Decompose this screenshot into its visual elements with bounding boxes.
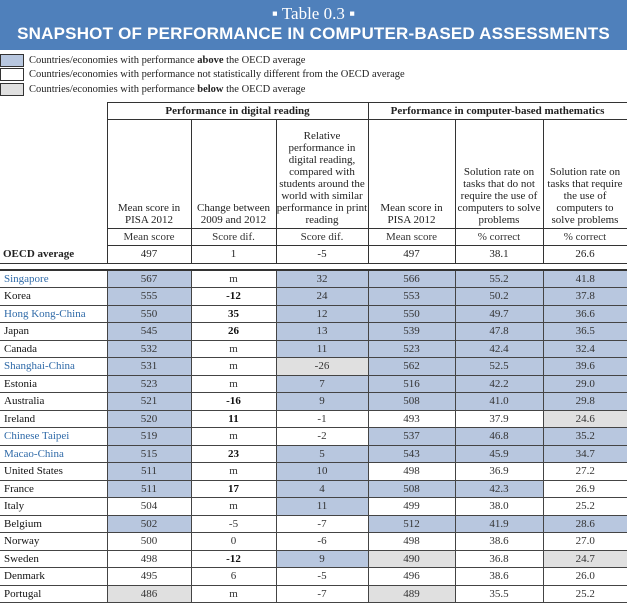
- score-cell: 12: [276, 305, 368, 323]
- table-heading: SNAPSHOT OF PERFORMANCE IN COMPUTER-BASED ASSESSMENTS: [0, 24, 627, 44]
- table-row: [0, 445, 627, 463]
- score-cell: 6: [191, 568, 276, 586]
- score-cell: 37.9: [455, 410, 543, 428]
- column-unit: Score dif.: [191, 228, 276, 245]
- score-cell: 42.3: [455, 480, 543, 498]
- country-name: Ireland: [0, 410, 107, 428]
- score-cell: 512: [368, 515, 455, 533]
- score-cell: 498: [368, 463, 455, 481]
- legend-text: [29, 69, 405, 80]
- table-row: [0, 323, 627, 341]
- score-cell: 45.9: [455, 445, 543, 463]
- score-cell: -6: [276, 533, 368, 551]
- score-cell: 511: [107, 463, 191, 481]
- score-cell: 17: [191, 480, 276, 498]
- oecd-cell: 38.1: [455, 245, 543, 263]
- score-cell: 4: [276, 480, 368, 498]
- score-cell: 523: [368, 340, 455, 358]
- score-cell: 42.2: [455, 375, 543, 393]
- score-cell: 493: [368, 410, 455, 428]
- country-name: France: [0, 480, 107, 498]
- oecd-average-row: [0, 245, 627, 263]
- score-cell: 13: [276, 323, 368, 341]
- score-cell: -2: [276, 428, 368, 446]
- score-cell: 27.2: [543, 463, 627, 481]
- table-row: [0, 533, 627, 551]
- score-cell: 9: [276, 550, 368, 568]
- score-cell: m: [191, 340, 276, 358]
- country-name: Belgium: [0, 515, 107, 533]
- country-name: Denmark: [0, 568, 107, 586]
- score-cell: 41.8: [543, 270, 627, 288]
- score-cell: 32: [276, 270, 368, 288]
- score-cell: 566: [368, 270, 455, 288]
- table-row: [0, 340, 627, 358]
- table-row: [0, 463, 627, 481]
- table-row: [0, 480, 627, 498]
- group-digital-reading: Performance in digital reading: [107, 102, 368, 119]
- legend-text: [29, 84, 305, 95]
- score-cell: m: [191, 375, 276, 393]
- country-name: Korea: [0, 288, 107, 306]
- score-cell: 11: [276, 498, 368, 516]
- legend-swatch: [0, 54, 24, 67]
- country-name: Singapore: [0, 270, 107, 288]
- score-cell: 498: [107, 550, 191, 568]
- table-row: [0, 358, 627, 376]
- score-cell: 567: [107, 270, 191, 288]
- score-cell: 41.9: [455, 515, 543, 533]
- score-cell: -5: [276, 568, 368, 586]
- score-cell: -26: [276, 358, 368, 376]
- column-unit: Mean score: [107, 228, 191, 245]
- score-cell: 500: [107, 533, 191, 551]
- score-cell: 490: [368, 550, 455, 568]
- table-row: [0, 550, 627, 568]
- score-cell: 36.5: [543, 323, 627, 341]
- score-cell: 498: [368, 533, 455, 551]
- score-cell: 543: [368, 445, 455, 463]
- country-name: Macao-China: [0, 445, 107, 463]
- country-name: Hong Kong-China: [0, 305, 107, 323]
- legend-text: [29, 55, 305, 66]
- score-cell: 495: [107, 568, 191, 586]
- score-cell: 34.7: [543, 445, 627, 463]
- score-cell: 55.2: [455, 270, 543, 288]
- country-name: Italy: [0, 498, 107, 516]
- score-cell: 520: [107, 410, 191, 428]
- country-name: Shanghai-China: [0, 358, 107, 376]
- score-cell: 38.6: [455, 533, 543, 551]
- score-cell: -7: [276, 585, 368, 603]
- oecd-cell: 497: [368, 245, 455, 263]
- score-cell: 42.4: [455, 340, 543, 358]
- legend-text-pre: Countries/economies with performance: [29, 55, 197, 66]
- score-cell: 29.0: [543, 375, 627, 393]
- legend-text-pre: Countries/economies with performance: [29, 84, 197, 95]
- score-cell: -7: [276, 515, 368, 533]
- score-cell: 49.7: [455, 305, 543, 323]
- score-cell: 553: [368, 288, 455, 306]
- column-header: Change between 2009 and 2012: [191, 119, 276, 228]
- column-unit: % correct: [543, 228, 627, 245]
- score-cell: m: [191, 428, 276, 446]
- legend-item: [0, 53, 627, 68]
- score-cell: 10: [276, 463, 368, 481]
- column-unit: Mean score: [368, 228, 455, 245]
- score-cell: 27.0: [543, 533, 627, 551]
- score-cell: 555: [107, 288, 191, 306]
- score-cell: 47.8: [455, 323, 543, 341]
- legend-swatch: [0, 68, 24, 81]
- legend: [0, 53, 627, 97]
- score-cell: -5: [191, 515, 276, 533]
- table-row: [0, 305, 627, 323]
- score-cell: -16: [191, 393, 276, 411]
- score-cell: 35.2: [543, 428, 627, 446]
- country-name: Chinese Taipei: [0, 428, 107, 446]
- group-computer-math: Performance in computer-based mathematics: [368, 102, 627, 119]
- legend-text-post: the OECD average: [224, 55, 306, 66]
- score-cell: 36.8: [455, 550, 543, 568]
- legend-text-post: the OECD average: [224, 84, 306, 95]
- score-cell: 29.8: [543, 393, 627, 411]
- score-cell: 486: [107, 585, 191, 603]
- score-cell: 46.8: [455, 428, 543, 446]
- score-cell: 25.2: [543, 498, 627, 516]
- score-cell: 28.6: [543, 515, 627, 533]
- score-cell: m: [191, 358, 276, 376]
- score-cell: 39.6: [543, 358, 627, 376]
- score-cell: m: [191, 498, 276, 516]
- column-header: Mean score in PISA 2012: [368, 119, 455, 228]
- score-cell: 0: [191, 533, 276, 551]
- row-name: OECD average: [0, 245, 107, 263]
- score-cell: 515: [107, 445, 191, 463]
- score-cell: 508: [368, 480, 455, 498]
- score-cell: -1: [276, 410, 368, 428]
- score-cell: 24: [276, 288, 368, 306]
- score-cell: 550: [368, 305, 455, 323]
- score-cell: 26: [191, 323, 276, 341]
- score-cell: 37.8: [543, 288, 627, 306]
- score-cell: 489: [368, 585, 455, 603]
- score-cell: 545: [107, 323, 191, 341]
- score-cell: 36.6: [543, 305, 627, 323]
- score-cell: 24.6: [543, 410, 627, 428]
- column-unit: Score dif.: [276, 228, 368, 245]
- score-cell: -12: [191, 288, 276, 306]
- score-cell: 9: [276, 393, 368, 411]
- score-cell: 511: [107, 480, 191, 498]
- table-row: [0, 288, 627, 306]
- legend-text-bold: below: [197, 84, 223, 95]
- country-name: Australia: [0, 393, 107, 411]
- country-name: United States: [0, 463, 107, 481]
- table-row: [0, 585, 627, 603]
- score-cell: 23: [191, 445, 276, 463]
- score-cell: 516: [368, 375, 455, 393]
- table-row: [0, 428, 627, 446]
- table-row: [0, 270, 627, 288]
- score-cell: 550: [107, 305, 191, 323]
- score-cell: 38.6: [455, 568, 543, 586]
- score-cell: 502: [107, 515, 191, 533]
- legend-text-pre: Countries/economies with performance not statistically different from the OECD average: [29, 69, 405, 80]
- score-cell: 50.2: [455, 288, 543, 306]
- score-cell: 26.0: [543, 568, 627, 586]
- country-name: Japan: [0, 323, 107, 341]
- score-cell: 508: [368, 393, 455, 411]
- score-cell: 41.0: [455, 393, 543, 411]
- score-cell: 531: [107, 358, 191, 376]
- column-header: Solution rate on tasks that do not require the use of computers to solve problems: [455, 119, 543, 228]
- score-cell: 52.5: [455, 358, 543, 376]
- score-cell: 7: [276, 375, 368, 393]
- score-cell: 537: [368, 428, 455, 446]
- score-cell: 35.5: [455, 585, 543, 603]
- oecd-cell: 1: [191, 245, 276, 263]
- oecd-cell: -5: [276, 245, 368, 263]
- table-row: [0, 410, 627, 428]
- score-cell: 496: [368, 568, 455, 586]
- score-cell: m: [191, 463, 276, 481]
- score-cell: 562: [368, 358, 455, 376]
- legend-item: [0, 68, 627, 83]
- score-cell: 11: [276, 340, 368, 358]
- score-cell: 26.9: [543, 480, 627, 498]
- score-cell: 38.0: [455, 498, 543, 516]
- score-cell: 532: [107, 340, 191, 358]
- score-cell: 36.9: [455, 463, 543, 481]
- title-banner: [0, 0, 627, 50]
- column-header: Mean score in PISA 2012: [107, 119, 191, 228]
- score-cell: 521: [107, 393, 191, 411]
- score-cell: 24.7: [543, 550, 627, 568]
- oecd-cell: 26.6: [543, 245, 627, 263]
- table-row: [0, 515, 627, 533]
- performance-table: [0, 102, 627, 603]
- score-cell: 35: [191, 305, 276, 323]
- legend-swatch: [0, 83, 24, 96]
- score-cell: 499: [368, 498, 455, 516]
- score-cell: 32.4: [543, 340, 627, 358]
- table-row: [0, 498, 627, 516]
- country-name: Estonia: [0, 375, 107, 393]
- score-cell: 523: [107, 375, 191, 393]
- score-cell: -12: [191, 550, 276, 568]
- column-header: Relative performance in digital reading, compared with students around the world with similar performance in print reading: [276, 119, 368, 228]
- country-name: Portugal: [0, 585, 107, 603]
- table-row: [0, 375, 627, 393]
- legend-item: [0, 82, 627, 97]
- table-row: [0, 393, 627, 411]
- score-cell: 11: [191, 410, 276, 428]
- score-cell: 25.2: [543, 585, 627, 603]
- column-header: Solution rate on tasks that require the use of computers to solve problems: [543, 119, 627, 228]
- table-row: [0, 568, 627, 586]
- oecd-cell: 497: [107, 245, 191, 263]
- legend-text-bold: above: [197, 55, 223, 66]
- column-unit: % correct: [455, 228, 543, 245]
- table-label: ▪ Table 0.3 ▪: [0, 0, 627, 24]
- score-cell: 539: [368, 323, 455, 341]
- country-name: Sweden: [0, 550, 107, 568]
- country-name: Norway: [0, 533, 107, 551]
- score-cell: 5: [276, 445, 368, 463]
- country-name: Canada: [0, 340, 107, 358]
- score-cell: m: [191, 270, 276, 288]
- score-cell: 504: [107, 498, 191, 516]
- score-cell: 519: [107, 428, 191, 446]
- score-cell: m: [191, 585, 276, 603]
